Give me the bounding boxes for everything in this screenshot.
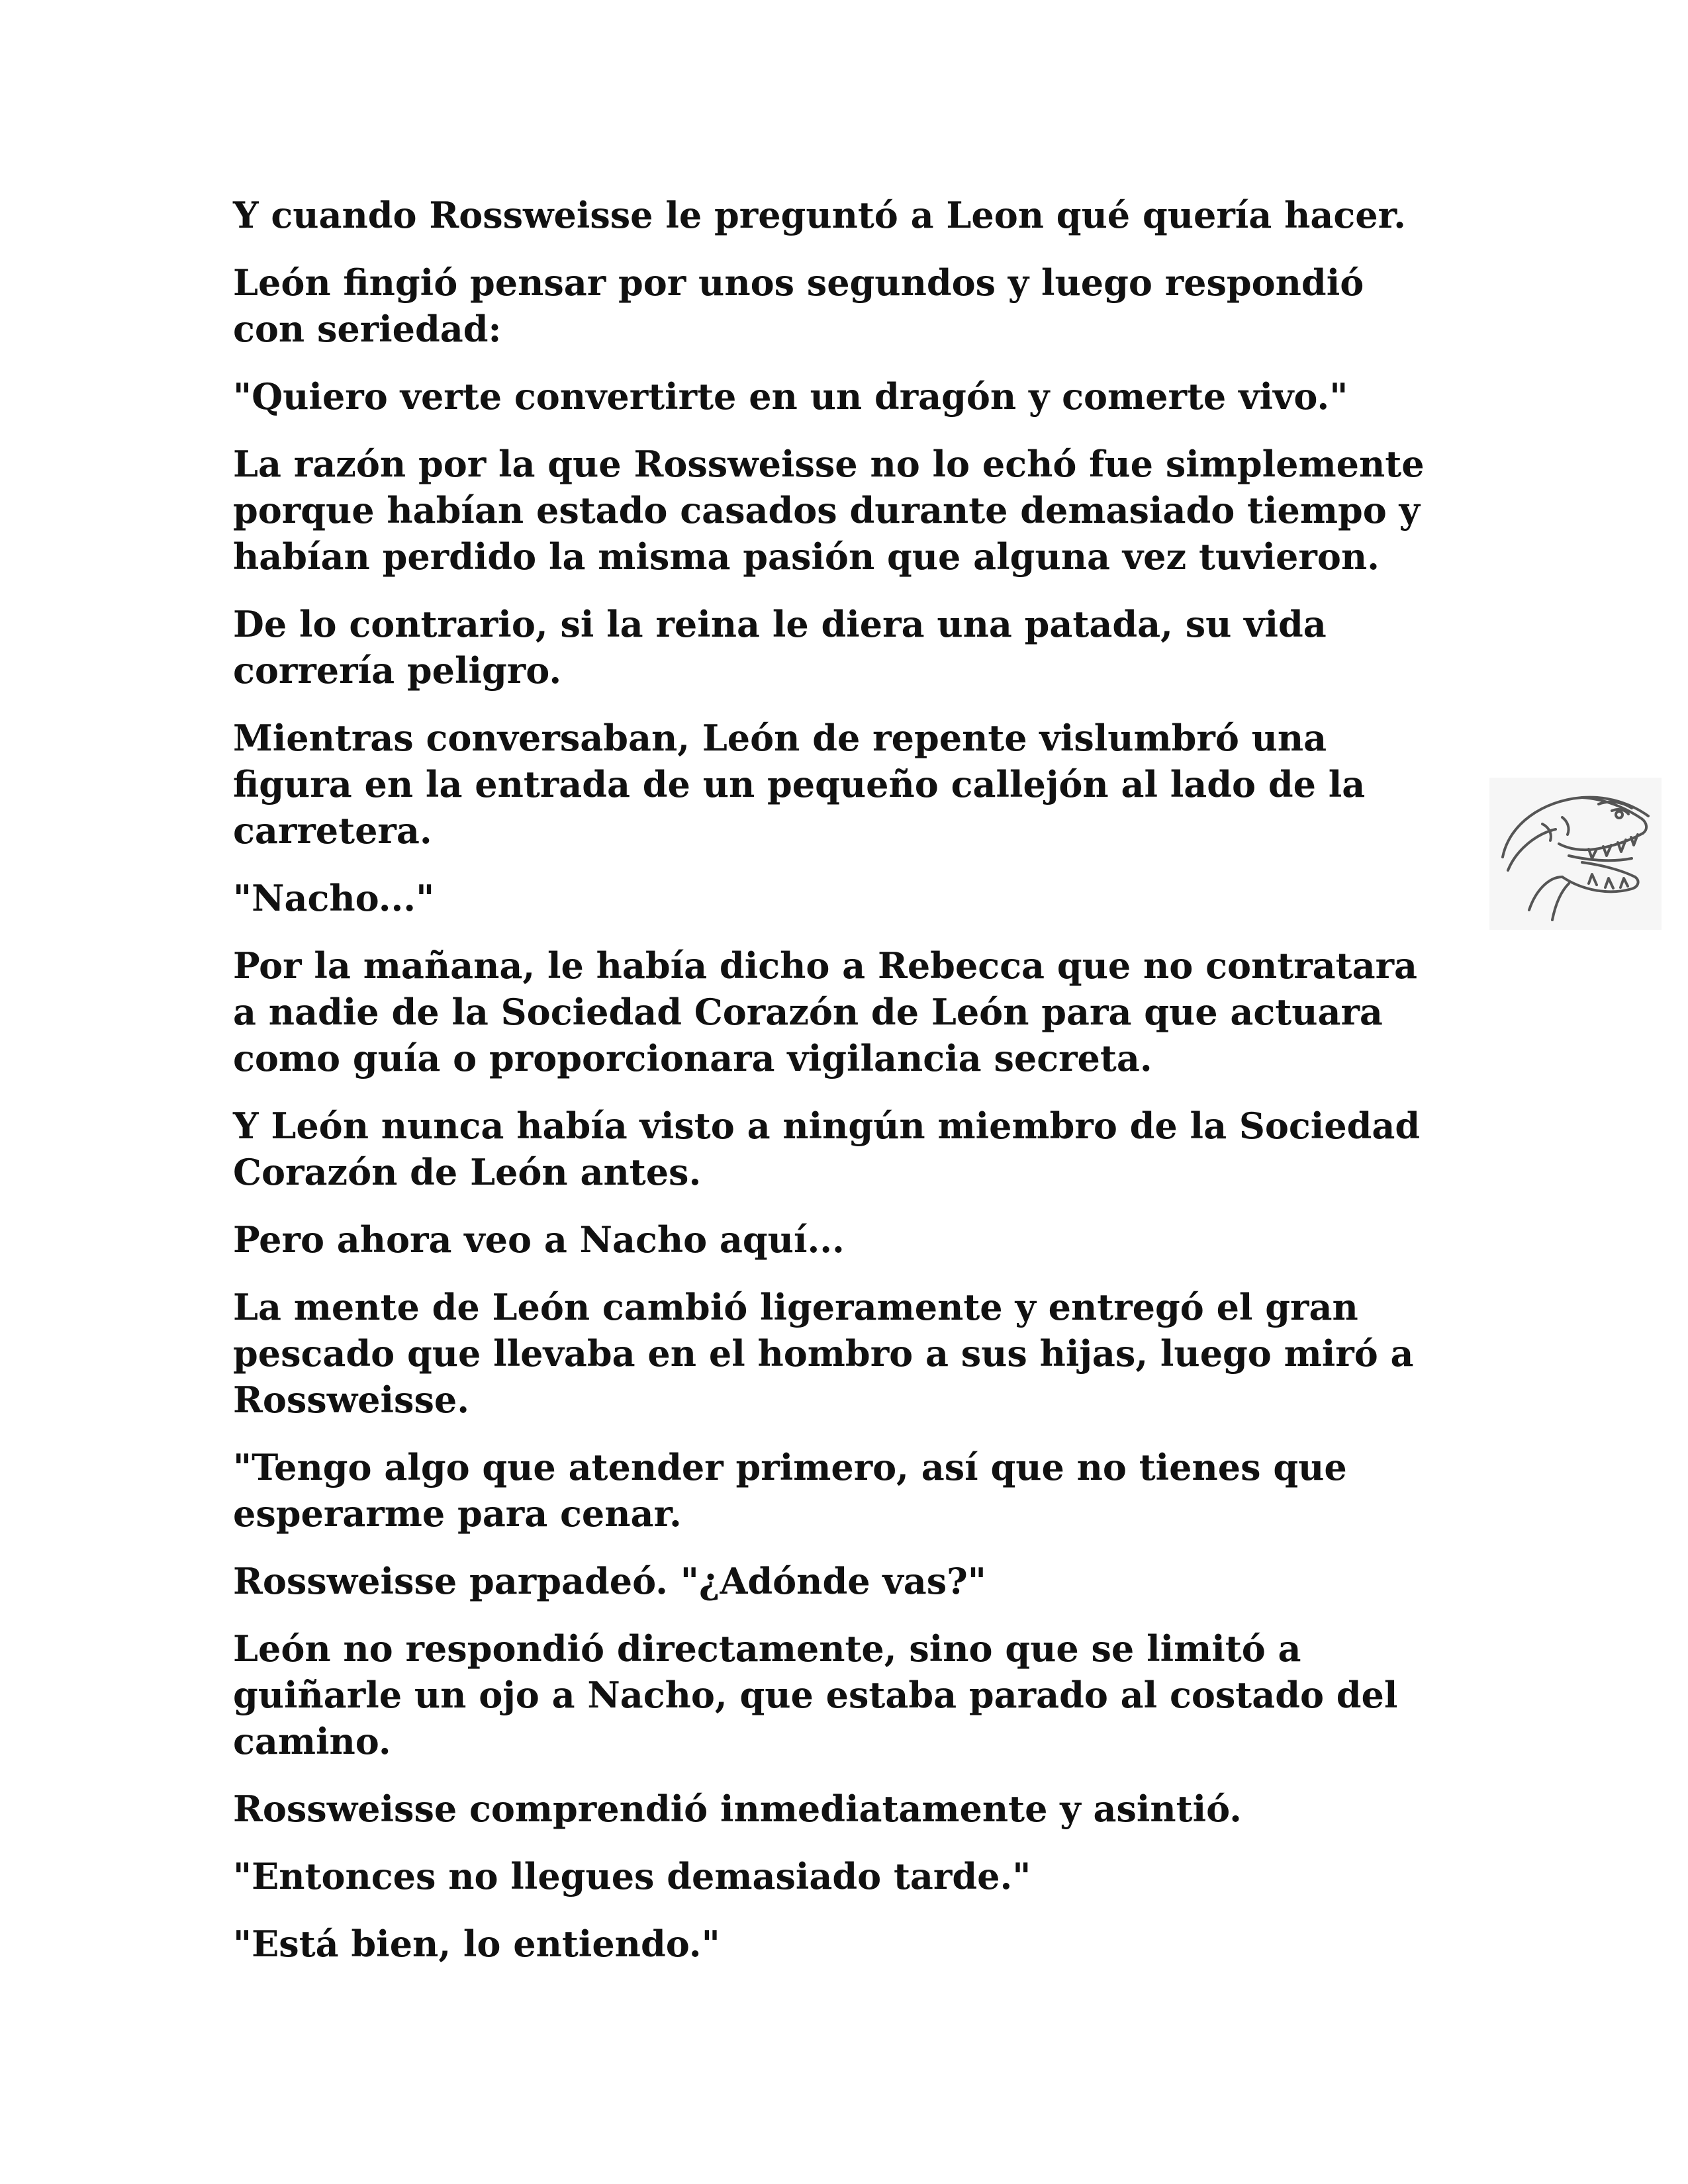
document-body: [233, 192, 1444, 1988]
paragraph: Pero ahora veo a Nacho aquí...: [233, 1218, 845, 1261]
paragraph: "Está bien, lo entiendo.": [233, 1923, 720, 1965]
paragraph: León no respondió directamente, sino que se limitó a guiñarle un ojo a Nacho, que estaba parado al costado del camino.: [233, 1627, 1398, 1762]
paragraph: Y cuando Rossweisse le preguntó a Leon qué quería hacer.: [233, 194, 1406, 236]
paragraph: "Entonces no llegues demasiado tarde.": [233, 1855, 1031, 1897]
paragraph: La razón por la que Rossweisse no lo echó fue simplemente porque habían estado casados durante demasiado tiempo y habían perdido la misma pasión que alguna vez tuvieron.: [233, 443, 1425, 578]
paragraph: León fingió pensar por unos segundos y luego respondió con seriedad:: [233, 261, 1364, 350]
paragraph: Rossweisse parpadeó. "¿Adónde vas?": [233, 1560, 986, 1602]
paragraph: Mientras conversaban, León de repente vislumbró una figura en la entrada de un pequeño callejón al lado de la carretera.: [233, 717, 1366, 852]
paragraph: Y León nunca había visto a ningún miembro de la Sociedad Corazón de León antes.: [233, 1105, 1421, 1193]
dinosaur-head-icon: [1489, 778, 1662, 930]
paragraph: "Nacho...": [233, 877, 435, 919]
paragraph: "Quiero verte convertirte en un dragón y comerte vivo.": [233, 375, 1348, 418]
paragraph: Rossweisse comprendió inmediatamente y asintió.: [233, 1788, 1242, 1830]
paragraph: "Tengo algo que atender primero, así que no tienes que esperarme para cenar.: [233, 1446, 1347, 1535]
paragraph: De lo contrario, si la reina le diera una patada, su vida correría peligro.: [233, 603, 1327, 692]
paragraph: La mente de León cambió ligeramente y entregó el gran pescado que llevaba en el hombro a sus hijas, luego miró a Rossweisse.: [233, 1286, 1414, 1421]
paragraph: Por la mañana, le había dicho a Rebecca que no contratara a nadie de la Sociedad Corazón de León para que actuara como guía o proporcionara vigilancia secreta.: [233, 944, 1418, 1079]
